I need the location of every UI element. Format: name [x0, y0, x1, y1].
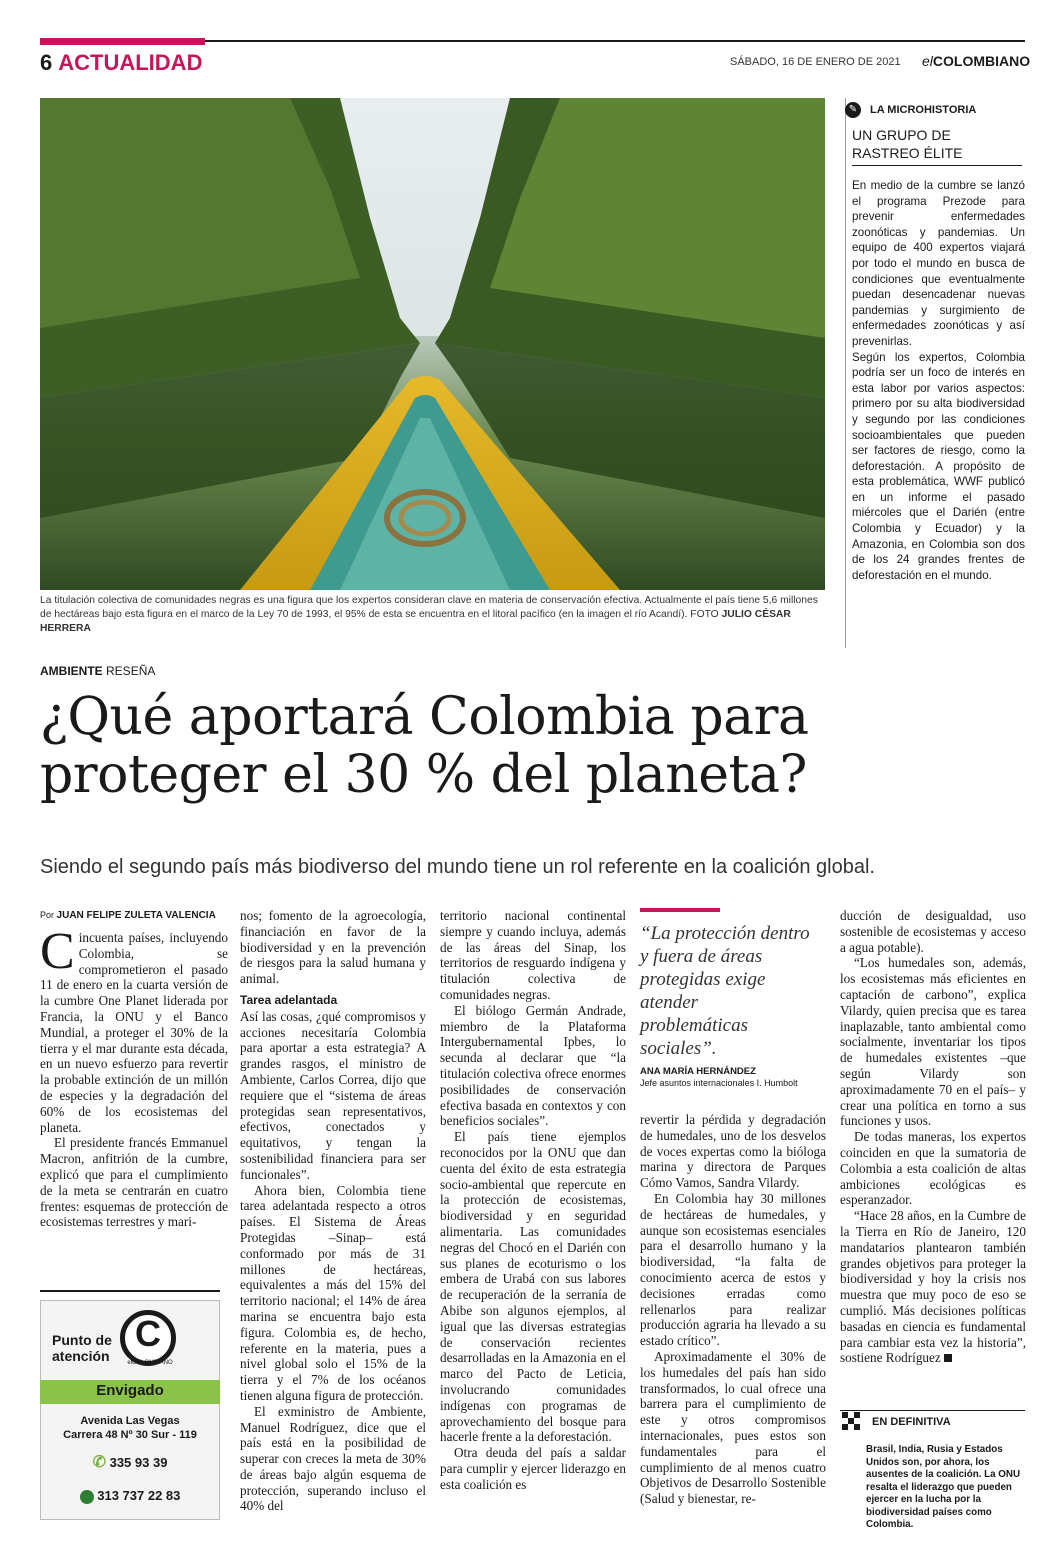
article-subhead: Tarea adelantada	[240, 992, 338, 1007]
article-paragraph: En Colombia hay 30 millones de hectáreas de humedales, y aunque son ecosistemas esenciales para el desarrollo humano y la biodiversidad, “la falta de conocimiento acerca de estos y decisiones erradas como rellenarlos para realizar producción agraria ha llevado a su estado crítico”.	[640, 1190, 826, 1349]
microhistoria-title: UN GRUPO DE RASTREO ÉLITE	[852, 126, 1022, 166]
story-icon: ✎	[845, 102, 861, 118]
section-accent-bar	[40, 38, 205, 45]
article-paragraph: El exministro de Ambiente, Manuel Rodríguez, dice que el país está en la posibilidad de superar con creces la meta de 30% de áreas bajo algún esquema de protección, superando incluso el 40% del	[240, 1403, 426, 1514]
ad-city: Envigado	[96, 1382, 164, 1399]
ad-whatsapp[interactable]: 313 737 22 83	[40, 1488, 220, 1504]
section-name: ACTUALIDAD	[58, 50, 203, 75]
article-headline: ¿Qué aportará Colombia para proteger el 30 % del planeta?	[40, 687, 809, 805]
river-canoe-illustration	[40, 98, 825, 590]
article-paragraph: El país tiene ejemplos reconocidos por la ONU que dan cuenta del éxito de esta estrategia socio-ambiental que repercute en la protección de ecosistemas, biodiversidad y en seguridad alimentaria. Las comunidades negras del Chocó en el Darién con sus planes de ecoturismo o los embera de Urabá con sus labores de recuperación de la serranía de Abibe son algunos ejemplos, al igual que las diversas estrategias de conservación recientes desarrolladas en la Amazonia en el marco del Pacto de Leticia, involucrando comunidades indígenas con programas de aprovechamiento del bosque para hacerle frente a la deforestación.	[440, 1129, 626, 1445]
ad-logo-text: elCOLOMBIANO	[127, 1360, 173, 1366]
en-definitiva-rule	[840, 1410, 1025, 1411]
phone-icon: ✆	[92, 1454, 106, 1471]
page-number: 6	[40, 50, 53, 75]
quote-author-role: Jefe asuntos internacionales I. Humbolt	[640, 1078, 798, 1088]
kicker-type: RESEÑA	[106, 664, 156, 678]
kicker-section: AMBIENTE	[40, 664, 103, 678]
ad-title: Punto de atención	[52, 1332, 112, 1364]
article-column-2	[240, 908, 426, 1514]
byline: Por JUAN FELIPE ZULETA VALENCIA	[40, 910, 216, 921]
drop-cap: C	[40, 923, 75, 980]
article-deck: Siendo el segundo país más biodiverso del mundo tiene un rol referente en la coalición global.	[40, 856, 875, 878]
article-column-1	[40, 923, 228, 1230]
checkered-icon	[842, 1412, 860, 1430]
article-kicker	[40, 664, 155, 678]
article-paragraph: De todas maneras, los expertos coinciden en que la sumatoria de Colombia a esta coalición de altas ambiciones ecológicas es esperanzador.	[840, 1129, 1026, 1208]
article-paragraph: El biólogo Germán Andrade, miembro de la Plataforma Intergubernamental Ipbes, lo secunda al declarar que “la titulación colectiva ofrece enormes posibilidades de conservación efectiva basada en contextos y con beneficios sociales”.	[440, 1002, 626, 1129]
microhistoria-paragraph: Según los expertos, Colombia podría ser un foco de interés en esta labor por varios aspectos: primero por su alta biodiversidad y segundo por las condiciones socioambientales que pueden ser factores de riesgo, como la deforestación. A propósito de esta problemática, WWF publicó en un informe el pasado miércoles que el Darién (entre Colombia y Ecuador) y la Amazonia, en Colombia son dos de los 24 grandes frentes de deforestación en el mundo.	[852, 350, 1025, 582]
issue-date: SÁBADO, 16 DE ENERO DE 2021	[730, 56, 901, 68]
page-header	[40, 50, 202, 76]
article-paragraph: ducción de desigualdad, uso sostenible de ecosistemas y acceso a agua potable).	[840, 908, 1026, 955]
ad-phone[interactable]: ✆ 335 93 39	[92, 1454, 168, 1471]
article-paragraph: Aproximadamente el 30% de los humedales del país han sido transformados, lo cual ofrece una barrera para el cumplimiento de este y otros compromisos internacionales, pues estos son fundamentales para el cumplimiento de al menos cuatro Objetivos de Desarrollo Sostenible (Salud y bienestar, re-	[640, 1348, 826, 1507]
quote-author: ANA MARÍA HERNÁNDEZ	[640, 1066, 756, 1077]
article-column-5	[840, 908, 1026, 1366]
quote-accent-bar	[640, 908, 720, 912]
article-paragraph: “Los humedales son, además, los ecosistemas más eficientes en captación de carbono”, explica Vilardy, quien precisa que es tarea inaplazable, tanto ambiental como socialmente, inventariar los tipos de humedales existentes –que según Vilardy son aproximadamente 70 en el país– y crear una política en torno a sus funciones y usos.	[840, 955, 1026, 1129]
article-column-3	[440, 908, 626, 1492]
article-paragraph: Otra deuda del país a saldar para cumplir y ejercer liderazgo en esta coalición es	[440, 1445, 626, 1492]
pull-quote: “La protección dentro y fuera de áreas protegidas exige atender problemáticas sociales”.	[640, 923, 810, 1059]
article-paragraph: nos; fomento de la agroecología, financiación en favor de la biodiversidad y en la prevención de riesgos para la salud humana y animal.	[240, 908, 426, 987]
article-paragraph: Ahora bien, Colombia tiene tarea adelantada respecto a otros países. El Sistema de Áreas Protegidas –Sinap– está conformado por más de 31 millones de hectáreas, equivalentes a más del 15% del territorio nacional; el 14% de área marina se encuentra bajo esta figura. Colombia es, de hecho, referente en la materia, pues a nivel global solo el 15% de la tierra y el 7% de los océanos tienen alguna figura de protección.	[240, 1182, 426, 1403]
article-paragraph: “Hace 28 años, en la Cumbre de la Tierra en Río de Janeiro, 120 mandatarios plantearon también grandes objetivos para proteger la biodiversidad y hoy la crisis nos muestra que muy poco de eso se cumplió. Más decisiones políticas basadas en ciencia es fundamental para cambiar esta vez la historia”, sostiene Rodríguez	[840, 1208, 1026, 1366]
end-mark-icon	[944, 1354, 952, 1362]
whatsapp-icon	[80, 1490, 94, 1504]
article-paragraph: El presidente francés Emmanuel Macron, anfitrión de la cumbre, explicó que para el cumplimiento de la meta se centrarán en cuatro frentes: esquemas de protección de ecosistemas terrestres y mari-	[40, 1135, 228, 1230]
article-paragraph: Cincuenta países, incluyendo Colombia, se comprometieron el pasado 11 de enero en la cuarta versión de la cumbre One Planet liderada por Francia, la ONU y el Banco Mundial, a proteger el 30% de la tierra y el mar durante esta década, en un nuevo esfuerzo para revertir la probable extinción de un millón de especies y la degradación del 60% de los ecosistemas del planeta.	[40, 923, 228, 1135]
ad-address: Avenida Las Vegas Carrera 48 Nº 30 Sur - 119	[63, 1415, 197, 1441]
article-paragraph: territorio nacional continental siempre y cuando incluya, además de las áreas del Sinap, los territorios de resguardo indígena y titulación colectiva de comunidades negras.	[440, 908, 626, 1002]
brand-logo: elCOLOMBIANO	[922, 53, 1031, 69]
article-paragraph: revertir la pérdida y degradación de humedales, uno de los desvelos de voces expertas como la bióloga marina y directora de Parques Cómo Vamos, Sandra Vilardy.	[640, 1112, 826, 1191]
photo-caption: La titulación colectiva de comunidades negras es una figura que los expertos consideran clave en materia de conservación efectiva. Actualmente el país tiene 5,6 millones de hectáreas bajo esta figura en el marco de la Ley 70 de 1993, el 95% de esta se encuentra en el litoral pacífico (en la imagen el río Acandí). FOTO JULIO CÉSAR HERRERA	[40, 595, 818, 634]
en-definitiva-body: Brasil, India, Rusia y Estados Unidos son, por ahora, los ausentes de la coalición. La ONU resalta el liderazgo que pueden ejercer en la lucha por la biodiversidad países como Colombia.	[866, 1444, 1021, 1530]
article-column-4	[640, 1112, 826, 1507]
ad-logo-letter: C	[135, 1313, 161, 1354]
photo-credit-label: FOTO	[690, 609, 719, 620]
river-photo	[40, 98, 825, 590]
photo-credit-name: JULIO CÉSAR HERRERA	[40, 609, 791, 634]
article-paragraph: Así las cosas, ¿qué compromisos y acciones necesitaría Colombia para aportar a esta estrategia? A grandes rasgos, el ministro de Ambiente, Carlos Correa, dijo que requiere que el “sistema de áreas protegidas sean representativos, efectivos, conectados y equitativos, y tengan la sostenibilidad financiera para ser funcionales”.	[240, 1008, 426, 1182]
microhistoria-body	[852, 178, 1025, 583]
en-definitiva-label: EN DEFINITIVA	[872, 1416, 951, 1428]
microhistoria-paragraph: En medio de la cumbre se lanzó el programa Prezode para prevenir enfermedades zoonóticas y pandemias. Un equipo de 400 expertos viajará por todo el mundo en busca de condiciones que eventualmente puedan desencadenar nuevas pandemias y surgimiento de enfermedades zoonóticas y así prevenirlas.	[852, 179, 1025, 348]
microhistoria-label: LA MICROHISTORIA	[870, 104, 977, 116]
ad-separator	[40, 1290, 220, 1292]
byline-name: JUAN FELIPE ZULETA VALENCIA	[56, 910, 216, 921]
